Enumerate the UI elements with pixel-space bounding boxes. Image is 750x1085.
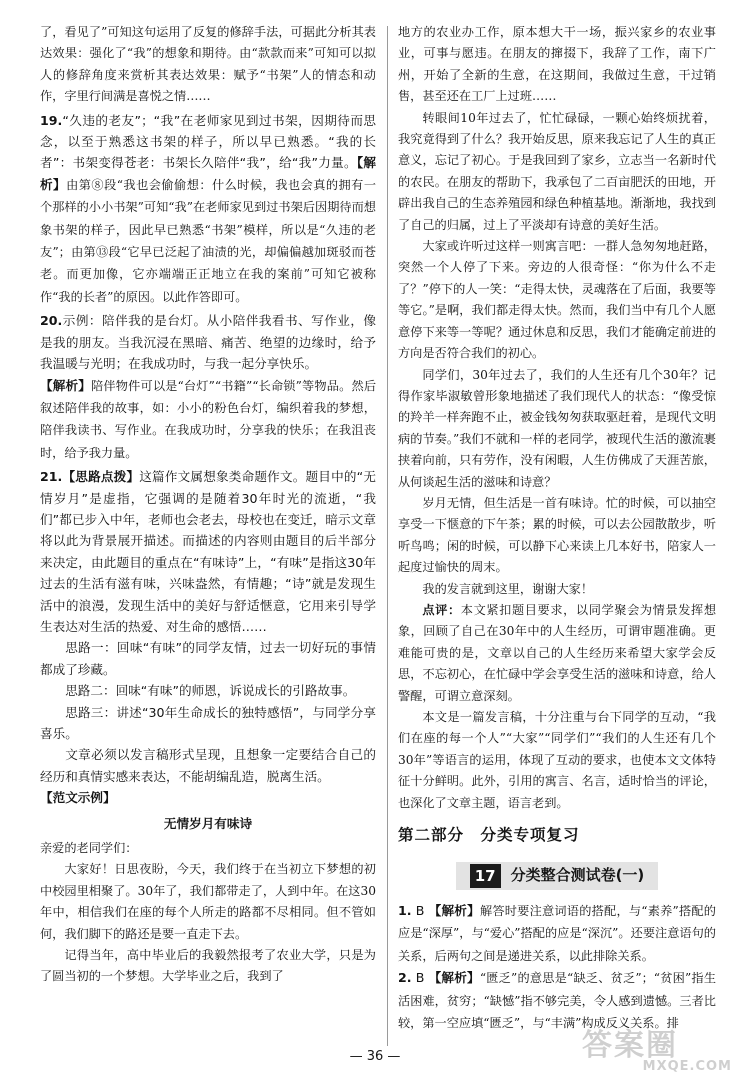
section-header-band [456,862,659,890]
section-title: 分类整合测试卷(一) [510,866,645,885]
question-19 [40,110,376,309]
section-header [398,862,716,890]
q21-guidance: 这篇作文属想象类命题作文。题目中的“无情岁月”是虚指，它强调的是随着30年时光的流逝，“我们”都已步入中年，老师也会老去，母校也在变迁，暗示文章将以此为背景展开描述。而描述的内容则由题目的后半部分来决定，由此题目的重点在“有味诗”上，“有味”是指这30年过去的生活有滋有味，兴味盎然，有情趣；“诗”就是发现生活中的浪漫，发现生活中的美好与舒适惬意，它用来引导学生表达对生活的热爱、对生命的感悟…… [40,469,376,634]
left-column [40,22,376,988]
answer-2-choice: B [415,970,425,986]
question-20 [40,310,376,464]
watermark-main: 答案圈 [582,1028,678,1063]
commentary-tag: 点评： [422,602,461,617]
essay-paragraph-1: 大家好！日思夜盼，今天，我们终于在当初立下梦想的初中校园里相聚了。30年了，我们都带走了，人到中年。在这30年中，相信我们在座的每个人所走的路都不尽相同。但不管如何，我们脚下的路还是要一直走下去。 [40,862,376,941]
answer-1-choice: B [415,903,425,919]
q19-analysis-tag: 【解析】 [40,155,376,192]
q19-answer: “久违的老友”；“我”在老师家见到过书架，因期待而思念，以至于熟悉这书架的样子，所以早已熟悉。“我的长者”：书架变得苍老：书架长久陪伴“我”，给“我”力量。 [40,112,376,171]
essay-greeting: 亲爱的老同学们： [40,841,138,856]
essay-paragraph-6: 岁月无情，但生活是一首有味诗。忙的时候，可以抽空享受一下惬意的下午茶；累的时候，可以去公园散散步，听听鸟鸣；闲的时候，可以静下心来读上几本好书，陪家人一起度过愉快的周末。 [398,495,716,575]
q20-analysis-tag: 【解析】 [40,377,92,393]
answer-1-number: 1. [398,903,412,919]
idea-two: 思路二：回味“有味”的师恩，诉说成长的引路故事。 [65,683,356,699]
writing-note: 文章必须以发言稿形式呈现，且想象一定要结合自己的经历和真情实感来表达，不能胡编乱造，脱离生活。 [40,747,376,784]
essay-paragraph-5: 同学们，30年过去了，我们的人生还有几个30年？记得作家毕淑敏曾形象地描述了我们现代人的状态：“像受惊的羚羊一样奔跑不止，被金钱匆匆获取驱赶着，是现代文明病的节奏。”我们不就和一样的老同学，被现代生活的激流裹挟着向前，只有劳作，没有闲暇，人生仿佛成了天涯苦旅，从何谈起生活的滋味和诗意？ [398,367,716,489]
essay-paragraph-3: 转眼间10年过去了，忙忙碌碌，一颗心始终烦扰着，我究竟得到了什么？我开始反思，原来我忘记了人生的真正意义，忘记了初心。于是我回到了家乡，立志当一名新时代的农民。在朋友的帮助下，我承包了二百亩肥沃的田地，开辟出我自己的生态养殖园和绿色种植基地。渐渐地，我找到了自己的归属，过上了平淡却有诗意的美好生活。 [398,110,716,232]
commentary-1-text: 本文紧扣题目要求，以同学聚会为情景发挥想象，回顾了自己在30年中的人生经历，可谓审题准确。更难能可贵的是，文章以自己的人生经历来希望大家学会反思，不忘初心，在忙碌中学会享受生活的滋味和诗意，给人警醒，可谓立意深刻。 [398,602,717,703]
sample-essay-tag: 【范文示例】 [40,790,116,806]
prev-answer-continuation: 了，看见了”可知这句运用了反复的修辞手法，可据此分析其表达效果：强化了“我”的想象和期待。由“款款而来”可知可以拟人的修辞角度来赏析其表达效果：赋予“书架”人的情态和动作，字里行间满是喜悦之情…… [40,25,376,104]
commentary-2: 本文是一篇发言稿，十分注重与台下同学的互动，“我们在座的每一个人”“大家”“同学们”“我们的人生还有几个30年”等语言的运用，体现了互动的要求，也使本文文体特征十分鲜明。此外，引用的寓言、名言，适时恰当的评论，也深化了文章主题，语言老到。 [398,710,716,810]
right-column [398,22,716,1034]
essay-paragraph-4: 大家或许听过这样一则寓言吧：一群人急匆匆地赶路，突然一个人停了下来。旁边的人很奇怪：“你为什么不走了？”停下的人一笑：“走得太快，灵魂落在了后面，我要等等它。”是啊，我们都走得太快。然而，我们当中有几个人愿意停下来等一等呢？通过休息和反思，我们才能确定前进的方向是否符合我们的初心。 [398,239,716,361]
q20-number: 20. [40,313,63,329]
question-21 [40,466,376,637]
section-number-badge: 17 [470,864,501,888]
answer-1-analysis: 解答时要注意词语的搭配，与“素养”搭配的应是“深厚”，与“爱心”搭配的应是“深沉”。还要注意语句的关系，后两句之间是递进关系，以此排除关系。 [398,904,716,963]
site-watermark [582,1028,732,1077]
watermark-url: MXQE.COM [642,1058,732,1074]
essay-paragraph-2-continued: 地方的农业办工作，原本想大干一场，振兴家乡的农业事业，可事与愿违。在朋友的撺掇下，我辞了工作，南下广州，开始了全新的生意，在这期间，我做过生意，干过销售，甚至还在工厂上过班…… [398,25,716,104]
q19-analysis: 由第⑧段“我也会偷偷想：什么时候，我也会真的拥有一个那样的小小书架”可知“我”在老师家见到过书架后因期待而想象书架的样子，因此早已熟悉“书架”模样，所以是“久违的老友”；由第⑬段“它早已泛起了油渍的光，却偏偏越加斑驳而苍老。而更加像，它亦端端正正地立在我的案前”可知它被称作“我的长者”的原因。以此作答即可。 [40,177,377,304]
answer-2-analysis: “匮乏”的意思是“缺乏、贫乏”；“贫困”指生活困难，贫穷；“缺憾”指不够完美，令人感到遗憾。三者比较，第一空应填“匮乏”，与“丰满”构成反义关系。排 [398,971,717,1031]
answer-1-tag: 【解析】 [428,903,480,919]
idea-three: 思路三：讲述“30年生命成长的独特感悟”，与同学分享喜乐。 [40,704,376,741]
part-title: 第二部分 分类专项复习 [398,826,580,845]
essay-paragraph-2: 记得当年，高中毕业后的我毅然报考了农业大学，只是为了圆当初的一个梦想。大学毕业之后，我到了 [40,948,376,984]
q21-tag: 【思路点拨】 [62,469,140,485]
idea-one: 思路一：回味“有味”的同学友情，过去一切好玩的事情都成了珍藏。 [40,640,376,677]
answer-2-number: 2. [398,970,412,986]
essay-title: 无情岁月有味诗 [163,815,253,831]
q21-number: 21. [40,469,63,485]
q20-answer: 示例：陪伴我的是台灯。从小陪伴我看书、写作业，像是我的朋友。当我沉浸在黑暗、痛苦、绝望的边缘时，给予我温暖与光明；在我成功时，与我一起分享快乐。 [40,313,376,372]
answer-1 [398,900,716,967]
q19-number: 19. [40,112,63,128]
q20-analysis: 陪伴物件可以是“台灯”“书籍”“长命锁”等物品。然后叙述陪伴我的故事，如：小小的粉色台灯，编织着我的梦想，陪伴我读书、写作业。在我成功时，分享我的快乐；在我沮丧时，给予我力量。 [40,378,377,460]
column-divider [387,26,388,1046]
answer-2 [398,967,716,1034]
essay-closing: 我的发言就到这里，谢谢大家！ [422,581,594,596]
page-number: — 36 — [349,1049,401,1064]
commentary-1 [398,600,716,707]
answer-2-tag: 【解析】 [428,970,480,986]
